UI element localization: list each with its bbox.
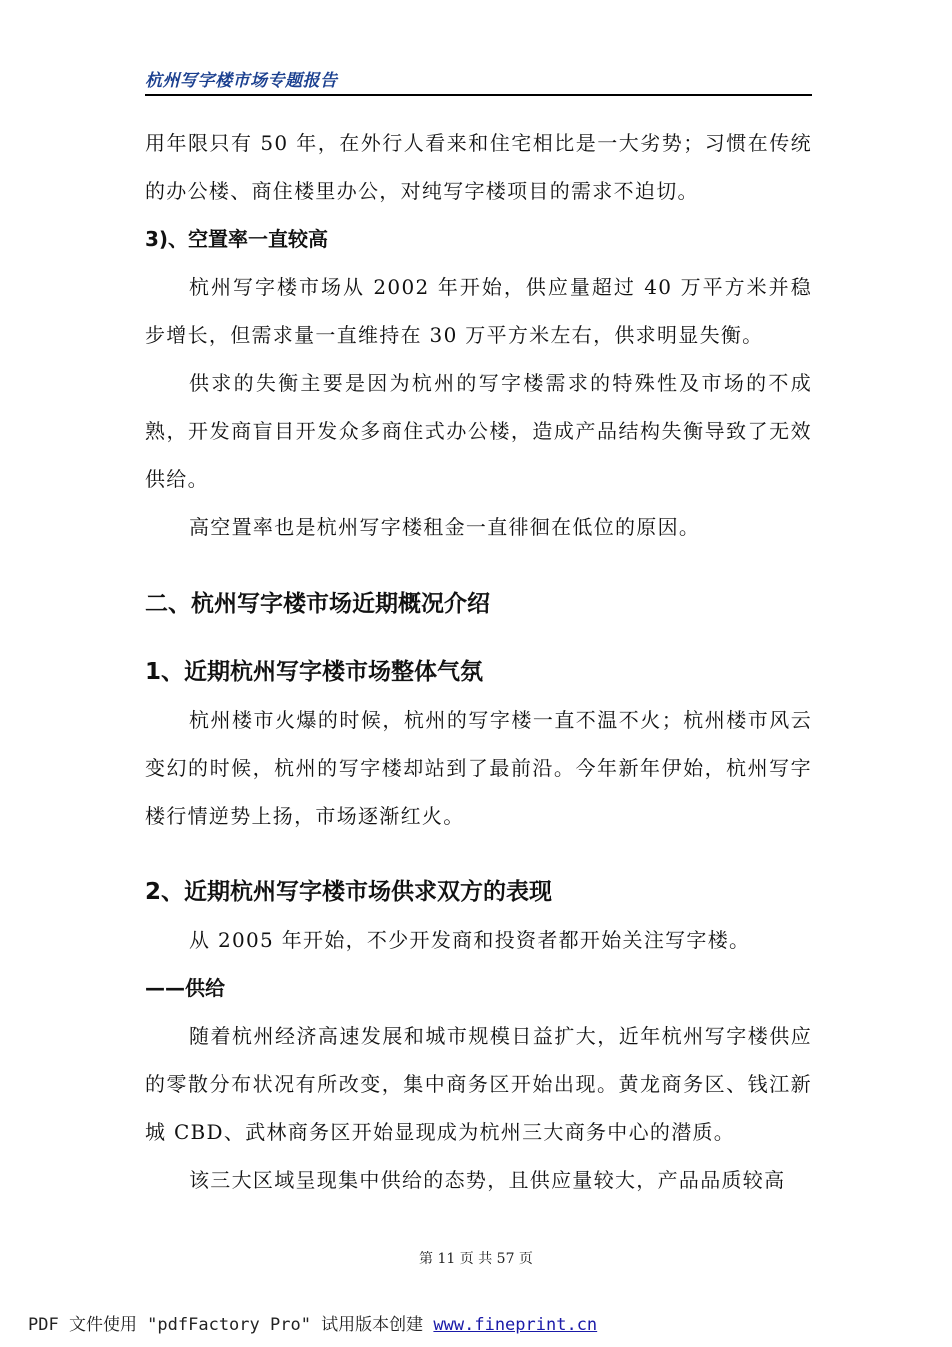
page-body [145, 119, 812, 1204]
pdf-note-text: PDF 文件使用 "pdfFactory Pro" 试用版本创建 [28, 1315, 434, 1335]
report-header-title: 杭州写字楼市场专题报告 [145, 71, 338, 91]
subheading-supply: ——供给 [145, 976, 225, 1000]
subsection-heading-atmosphere: 1、近期杭州写字楼市场整体气氛 [145, 659, 484, 685]
paragraph-supply-growth: 杭州写字楼市场从 2002 年开始，供应量超过 40 万平方米并稳步增长，但需求量一直维持在 30 万平方米左右，供求明显失衡。 [145, 275, 812, 347]
subheading-vacancy-rate: 3)、空置率一直较高 [145, 227, 329, 251]
paragraph-business-districts: 随着杭州经济高速发展和城市规模日益扩大，近年杭州写字楼供应的零散分布状况有所改变，集中商务区开始出现。黄龙商务区、钱江新城 CBD、武林商务区开始显现成为杭州三大商务中心的潜质。 [145, 1024, 812, 1144]
paragraph-market-atmosphere: 杭州楼市火爆的时候，杭州的写字楼一直不温不火；杭州楼市风云变幻的时候，杭州的写字楼却站到了最前沿。今年新年伊始，杭州写字楼行情逆势上扬，市场逐渐红火。 [145, 708, 812, 828]
paragraph-lease-term: 用年限只有 50 年，在外行人看来和住宅相比是一大劣势；习惯在传统的办公楼、商住楼里办公，对纯写字楼项目的需求不迫切。 [145, 131, 812, 203]
pdf-watermark-note [28, 1310, 597, 1335]
paragraph-rent-low: 高空置率也是杭州写字楼租金一直徘徊在低位的原因。 [189, 515, 701, 539]
paragraph-concentrated-supply: 该三大区域呈现集中供给的态势，且供应量较大，产品品质较高 [189, 1168, 786, 1192]
header-divider [145, 94, 812, 96]
paragraph-imbalance-cause: 供求的失衡主要是因为杭州的写字楼需求的特殊性及市场的不成熟，开发商盲目开发众多商住式办公楼，造成产品结构失衡导致了无效供给。 [145, 371, 812, 491]
fineprint-link[interactable]: www.fineprint.cn [433, 1315, 598, 1335]
paragraph-2005-interest: 从 2005 年开始，不少开发商和投资者都开始关注写字楼。 [189, 928, 751, 952]
page-number: 第 11 页 共 57 页 [419, 1251, 533, 1267]
subsection-heading-supply-demand: 2、近期杭州写字楼市场供求双方的表现 [145, 879, 553, 905]
section-heading-recent-overview: 二、杭州写字楼市场近期概况介绍 [145, 591, 490, 617]
